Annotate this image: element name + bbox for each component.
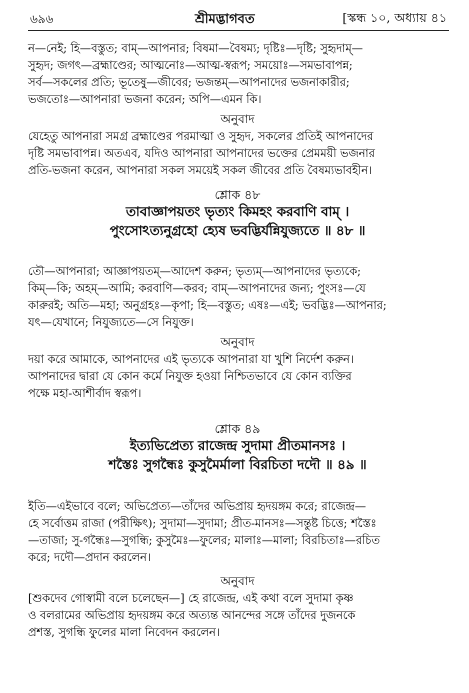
translation-block-48 xyxy=(28,334,447,402)
synonyms-line: হে সর্বোত্তম রাজা (পরীক্ষিৎ); সুদামা—সুদামা; প্রীত-মানসঃ—সন্তুষ্ট চিত্তে; শস্তৈঃ xyxy=(28,517,377,530)
synonyms-line: ন—নেই; হি—বস্তুত; বাম্—আপনার; বিষমা—বৈষম্য; দৃষ্টিঃ—দৃষ্টি; সুহৃদাম্— xyxy=(28,42,363,55)
translation-block-47 xyxy=(28,111,447,179)
synonyms-line: কারুরই; অতি—মহা; অনুগ্রহঃ—কৃপা; হি—বস্তুত; এষঃ—এই; ভবদ্ভিঃ—আপনার; xyxy=(28,299,387,312)
book-title: শ্রীমদ্ভাগবত xyxy=(195,12,255,27)
synonyms-line: সুহৃদ; জগৎ—ব্রহ্মাণ্ডের; আত্মনোঃ—আত্ম-স্বরূপ; সময়োঃ—সমভাবাপন্ন; xyxy=(28,59,353,72)
translation-line: [শুকদেব গোস্বামী বলে চলেছেন—] হে রাজেন্দ্র, এই কথা বলে সুদামা কৃষ্ণ xyxy=(28,592,354,605)
translation-heading: অনুবাদ xyxy=(220,574,255,588)
synonyms-line: করে; দদৌ—প্রদান করলেন। xyxy=(28,551,151,564)
translation-line: প্রশস্ত, সুগন্ধি ফুলের মালা নিবেদন করলেন। xyxy=(28,626,220,639)
synonyms-line: যৎ—যেখানে; নিযুজ্যতে—সে নিযুক্ত। xyxy=(28,316,194,329)
translation-line: দয়া করে আমাকে, আপনাদের এই ভৃত্যকে আপনারা যা খুশি নির্দেশ করুন। xyxy=(28,353,354,366)
synonyms-line: —তাজা; সু-গন্ধৈঃ—সুগন্ধি; কুসুমৈঃ—ফুলের; মালাঃ—মালা; বিরচিতাঃ—রচিত xyxy=(28,534,380,547)
verse-heading: শ্লোক ৪৯ xyxy=(214,421,261,436)
verse-48-block xyxy=(28,186,447,241)
synonyms-line: ভজতোঃ—আপনারা ভজনা করেন; অপি—এমন কি। xyxy=(28,93,262,106)
translation-line: দৃষ্টি সমভাবাপন্ন। অতএব, যদিও আপনারা আপনাদের ভক্তের প্রেমময়ী ভজনার xyxy=(28,147,375,160)
verse-heading: শ্লোক ৪৮ xyxy=(214,187,261,202)
page-number: ৬৯৬ xyxy=(30,12,54,26)
synonyms-block-49 xyxy=(28,498,447,566)
translation-line: ও বলরামের অভিপ্রায় হৃদয়ঙ্গম করে অত্যন্ত আনন্দের সঙ্গে তাঁদের দুজনকে xyxy=(28,609,356,622)
synonyms-line: সর্ব—সকলের প্রতি; ভূতেষু—জীবের; ভজন্তম্—আপনাদের ভজনাকারীর; xyxy=(28,76,350,89)
translation-heading: অনুবাদ xyxy=(220,112,255,126)
translation-line: প্রতি-ভজনা করেন, আপনারা সকল সময়েই সকল জীবের প্রতি বৈষম্যভাবহীন। xyxy=(28,164,373,177)
translation-line: যেহেতু আপনারা সমগ্র ব্রহ্মাণ্ডের পরমাত্মা ও সুহৃদ, সকলের প্রতিই আপনাদের xyxy=(28,130,374,143)
verse-line: শস্তৈঃ সুগন্ধৈঃ কুসুমৈর্মালা বিরচিতা দদৌ ॥ ৪৯ ॥ xyxy=(108,458,367,473)
translation-block-49 xyxy=(28,573,447,641)
synonyms-block-48 xyxy=(28,263,447,331)
verse-line: পুংসোঽত্যনুগ্রহো হ্যেষ ভবদ্ভির্যন্নিযুজ্যতে ॥ ৪৮ ॥ xyxy=(109,224,366,239)
verse-49-block xyxy=(28,420,447,475)
chapter-reference: [স্কন্ধ ১০, অধ্যায় ৪১ xyxy=(342,10,447,25)
page-header xyxy=(30,9,447,31)
synonyms-line: কিম্—কি; অহম্—আমি; করবাণি—করব; বাম্—আপনাদের জন্য; পুংসঃ—যে xyxy=(28,282,366,295)
translation-line: আপনাদের দ্বারা যে কোন কর্মে নিযুক্ত হওয়া নিশ্চিতভাবে যে কোন ব্যক্তির xyxy=(28,370,352,383)
synonyms-block-47 xyxy=(28,40,447,108)
verse-line: ইত্যভিপ্রেত্য রাজেন্দ্র সুদামা প্রীতমানসঃ । xyxy=(129,439,346,454)
translation-heading: অনুবাদ xyxy=(220,335,255,349)
verse-line: তাবাজ্ঞাপয়তং ভৃত্যং কিমহং করবাণি বাম্ । xyxy=(125,205,350,220)
synonyms-line: ইতি—এইভাবে বলে; অভিপ্রেত্য—তাঁদের অভিপ্রায় হৃদয়ঙ্গম করে; রাজেন্দ্র— xyxy=(28,500,366,513)
header-rule xyxy=(28,30,449,31)
translation-line: পক্ষে মহা-আশীর্বাদ স্বরূপ। xyxy=(28,387,142,400)
synonyms-line: তৌ—আপনারা; আজ্ঞাপয়তম্—আদেশ করুন; ভৃত্যম্—আপনাদের ভৃত্যকে; xyxy=(28,265,361,278)
